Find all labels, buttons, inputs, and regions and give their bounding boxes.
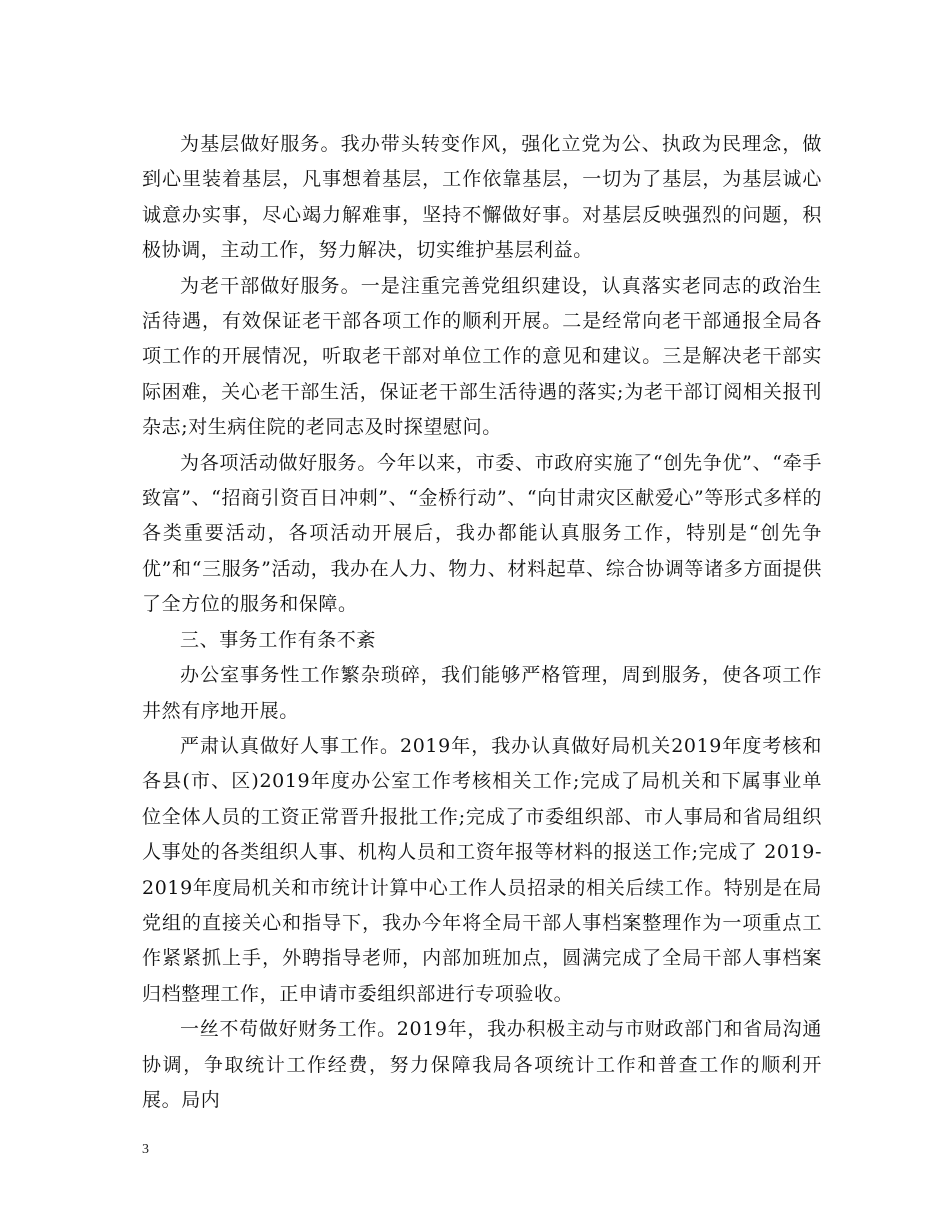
- paragraph-affairs-intro: 办公室事务性工作繁杂琐碎，我们能够严格管理，周到服务，使各项工作井然有序地开展。: [142, 664, 822, 722]
- paragraph-grassroots-service: 为基层做好服务。我办带头转变作风，强化立党为公、执政为民理念，做到心里装着基层，凡事想着基层，工作依靠基层，一切为了基层，为基层诚心诚意办实事，尽心竭力解难事，坚持不懈做好事。对基层反映强烈的问题，积极协调，主动工作，努力解决，切实维护基层利益。: [142, 133, 822, 262]
- section-heading-affairs: 三、事务工作有条不紊: [180, 628, 377, 651]
- document-body: [142, 127, 822, 1118]
- paragraph-personnel-work: 严肃认真做好人事工作。2019年，我办认真做好局机关2019年度考核和各县(市、区)2019年度办公室工作考核相关工作;完成了局机关和下属事业单位全体人员的工资正常晋升报批工作;完成了市委组织部、市人事局和省局组织人事处的各类组织人事、机构人员和工资年报等材料的报送工作;完成了 2019-2019年度局机关和市统计计算中心工作人员招录的相关后续工作。特别是在局党组的直接关心和指导下，我办今年将全局干部人事档案整理作为一项重点工作紧紧抓上手，外聘指导老师，内部加班加点，圆满完成了全局干部人事档案归档整理工作，正申请市委组织部进行专项验收。: [142, 734, 822, 1005]
- page-number: 3: [142, 1142, 149, 1157]
- paragraph-veteran-cadres-service: 为老干部做好服务。一是注重完善党组织建设，认真落实老同志的政治生活待遇，有效保证老干部各项工作的顺利开展。二是经常向老干部通报全局各项工作的开展情况，听取老干部对单位工作的意见和建议。三是解决老干部实际困难，关心老干部生活，保证老干部生活待遇的落实;为老干部订阅相关报刊杂志;对生病住院的老同志及时探望慰问。: [142, 274, 822, 439]
- paragraph-finance-work: 一丝不苟做好财务工作。2019年，我办积极主动与市财政部门和省局沟通协调，争取统计工作经费，努力保障我局各项统计工作和普查工作的顺利开展。局内: [142, 1018, 822, 1111]
- paragraph-activities-service: 为各项活动做好服务。今年以来，市委、市政府实施了“创先争优”、“牵手致富”、“招商引资百日冲刺”、“金桥行动”、“向甘肃灾区献爱心”等形式多样的各类重要活动，各项活动开展后，我办都能认真服务工作，特别是“创先争优”和“三服务”活动，我办在人力、物力、材料起草、综合协调等诸多方面提供了全方位的服务和保障。: [142, 451, 822, 616]
